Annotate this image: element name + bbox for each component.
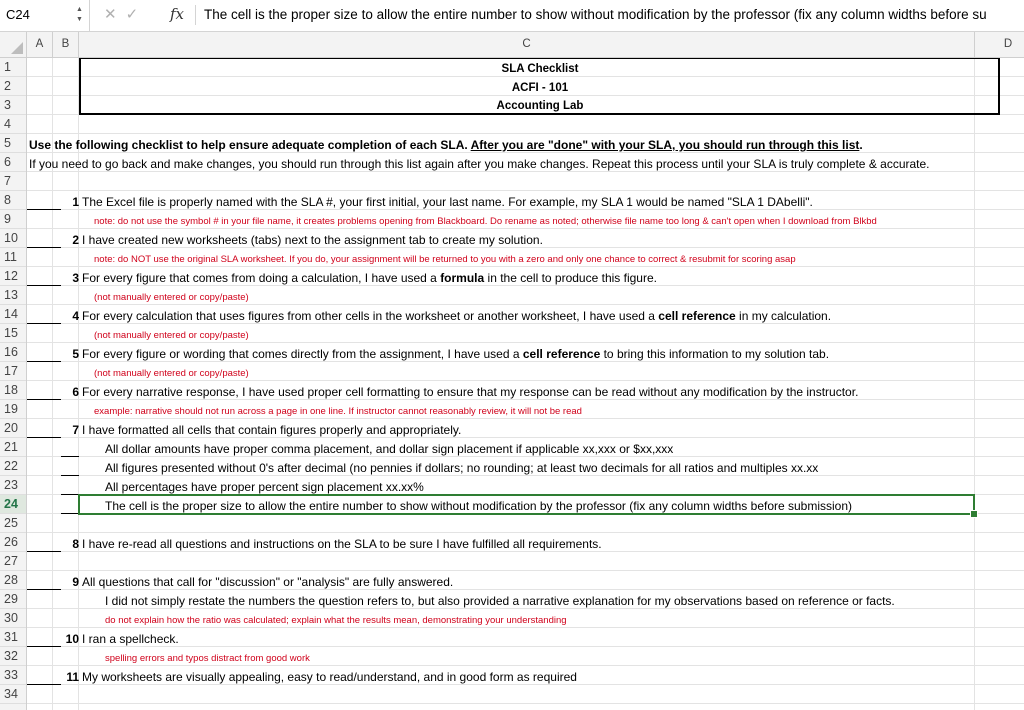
checkbox-line-4[interactable] (27, 323, 61, 324)
row-header[interactable]: 4 (0, 115, 26, 134)
sub-checkbox-line[interactable] (61, 513, 79, 514)
row-header[interactable]: 33 (0, 666, 26, 685)
item-number: 8 (72, 537, 79, 551)
check-icon[interactable]: ✓ (125, 6, 139, 23)
grid-row-line (27, 532, 1024, 533)
row-header[interactable]: 5 (0, 134, 26, 153)
checkbox-line-9[interactable] (27, 589, 61, 590)
row-header-bar (0, 58, 27, 710)
row-header[interactable]: 9 (0, 210, 26, 229)
row-header[interactable]: 6 (0, 153, 26, 172)
column-header-d[interactable]: D (1003, 38, 1013, 50)
row-header[interactable]: 34 (0, 685, 26, 704)
row-header[interactable]: 8 (0, 191, 26, 210)
item-9-note: do not explain how the ratio was calculated; explain what the results mean, demonstrating your understanding (105, 615, 567, 626)
checkbox-line-6[interactable] (27, 399, 61, 400)
row-header[interactable]: 20 (0, 419, 26, 438)
row-header[interactable]: 30 (0, 609, 26, 628)
checkbox-line-10[interactable] (27, 646, 61, 647)
row-header[interactable]: 24 (0, 495, 26, 514)
row-header[interactable]: 17 (0, 362, 26, 381)
item-7-sub-4: The cell is the proper size to allow the entire number to show without modification by the professor (fix any column widths before submission) (105, 499, 853, 513)
formula-bar (0, 0, 1024, 32)
row-header[interactable]: 14 (0, 305, 26, 324)
item-7-sub-1: All dollar amounts have proper comma placement, and dollar sign placement if applicable xx,xxx or $xx,xxx (105, 442, 674, 456)
sub-checkbox-line[interactable] (61, 494, 79, 495)
row-header[interactable]: 32 (0, 647, 26, 666)
item-9-sub: I did not simply restate the numbers the question refers to, but also provided a narrative explanation for my observations based on reference or facts. (105, 594, 895, 608)
name-box[interactable] (0, 0, 90, 31)
row-header[interactable]: 12 (0, 267, 26, 286)
item-2-note: note: do NOT use the original SLA worksheet. If you do, your assignment will be returned to you with a zero and only one chance to correct & resubmit for scoring asap (94, 254, 796, 265)
name-box-value: C24 (6, 7, 30, 22)
item-number: 11 (66, 670, 79, 684)
intro-line-2: If you need to go back and make changes, you should run through this list again after you make changes. Repeat this process until your SLA is truly complete & accurate. (29, 157, 930, 171)
checkbox-line-1[interactable] (27, 209, 61, 210)
select-all-corner[interactable] (0, 32, 27, 57)
item-6-text: For every narrative response, I have used proper cell formatting to ensure that my response can be read without any modification by the instructor. (82, 385, 859, 399)
course-label: ACFI - 101 (511, 82, 569, 94)
formula-separator (195, 5, 196, 25)
item-number: 9 (72, 575, 79, 589)
item-2-text: I have created new worksheets (tabs) next to the assignment tab to create my solution. (82, 233, 543, 247)
item-1-text: The Excel file is properly named with the SLA #, your first initial, your last name. For example, my SLA 1 would be named "SLA 1 DAbelli". (82, 195, 813, 209)
item-6-note: example: narrative should not run across a page in one line. If instructor cannot reasonably review, it will not be read (94, 406, 582, 417)
name-box-stepper-icon[interactable]: ▲ ▼ (76, 6, 83, 23)
checkbox-line-2[interactable] (27, 247, 61, 248)
grid-row-line (27, 190, 1024, 191)
row-header[interactable]: 11 (0, 248, 26, 267)
row-header[interactable]: 19 (0, 400, 26, 419)
intro-line-1: Use the following checklist to help ensure adequate completion of each SLA. After you are "done" with your SLA, you should run through this list. (29, 138, 863, 152)
item-number: 10 (65, 632, 79, 646)
checkbox-line-8[interactable] (27, 551, 61, 552)
row-header[interactable]: 3 (0, 96, 26, 115)
checkbox-line-11[interactable] (27, 684, 61, 685)
row-header[interactable]: 31 (0, 628, 26, 647)
item-10-text: I ran a spellcheck. (82, 632, 179, 646)
item-7-text: I have formatted all cells that contain figures properly and appropriately. (82, 423, 462, 437)
item-9-text: All questions that call for "discussion" or "analysis" are fully answered. (82, 575, 454, 589)
row-header[interactable]: 25 (0, 514, 26, 533)
sheet-grid[interactable] (27, 58, 1024, 710)
grid-row-line (27, 703, 1024, 704)
sub-checkbox-line[interactable] (61, 475, 79, 476)
item-4-text: For every calculation that uses figures from other cells in the worksheet or another worksheet, I have used a cell reference in my calculation. (82, 309, 832, 323)
row-header[interactable]: 27 (0, 552, 26, 571)
column-header-c[interactable]: C (79, 32, 975, 57)
row-header[interactable]: 28 (0, 571, 26, 590)
row-header[interactable]: 10 (0, 229, 26, 248)
row-header[interactable]: 26 (0, 533, 26, 552)
row-header[interactable]: 23 (0, 476, 26, 495)
row-header[interactable]: 7 (0, 172, 26, 191)
row-header[interactable]: 18 (0, 381, 26, 400)
item-8-text: I have re-read all questions and instructions on the SLA to be sure I have fulfilled all requirements. (82, 537, 602, 551)
item-1-note: note: do not use the symbol # in your file name, it creates problems opening from Blackboard. Do rename as noted; otherwise file name too long & can't open when I download from Blkbd (94, 216, 877, 227)
row-header[interactable]: 1 (0, 58, 26, 77)
item-number: 3 (72, 271, 79, 285)
column-header-b[interactable]: B (53, 32, 79, 57)
row-header[interactable]: 13 (0, 286, 26, 305)
formula-input[interactable]: The cell is the proper size to allow the entire number to show without modification by the professor (fix any column widths before su (204, 7, 987, 22)
checkbox-line-5[interactable] (27, 361, 61, 362)
row-header[interactable]: 15 (0, 324, 26, 343)
item-7-sub-2: All figures presented without 0's after decimal (no pennies if dollars; no rounding; at least two decimals for all ratios and multiples xx.xx (105, 461, 819, 475)
item-4-note: (not manually entered or copy/paste) (94, 330, 249, 341)
grid-row-line (27, 570, 1024, 571)
item-number: 6 (72, 385, 79, 399)
row-header[interactable]: 16 (0, 343, 26, 362)
item-11-text: My worksheets are visually appealing, easy to read/understand, and in good form as required (82, 670, 577, 684)
fill-handle[interactable] (970, 510, 978, 518)
item-number: 4 (72, 309, 79, 323)
row-header[interactable]: 29 (0, 590, 26, 609)
item-3-note: (not manually entered or copy/paste) (94, 292, 249, 303)
selected-cell-c24[interactable] (78, 494, 975, 515)
row-header[interactable]: 21 (0, 438, 26, 457)
checkbox-line-7[interactable] (27, 437, 61, 438)
grid-row-line (27, 133, 1024, 134)
sheet-title: SLA Checklist (501, 63, 579, 75)
row-header[interactable]: 22 (0, 457, 26, 476)
item-7-sub-3: All percentages have proper percent sign placement xx.xx% (105, 480, 424, 494)
fx-label[interactable]: fx (170, 5, 185, 23)
row-header[interactable]: 2 (0, 77, 26, 96)
item-3-text: For every figure that comes from doing a calculation, I have used a formula in the cell to produce this figure. (82, 271, 657, 285)
item-number: 1 (72, 195, 79, 209)
x-icon[interactable]: ✕ (104, 6, 117, 23)
item-5-text: For every figure or wording that comes directly from the assignment, I have used a cell reference to bring this information to my solution tab. (82, 347, 830, 361)
lab-label: Accounting Lab (496, 100, 584, 112)
item-5-note: (not manually entered or copy/paste) (94, 368, 249, 379)
column-header-bar (0, 32, 1024, 58)
checkbox-line-3[interactable] (27, 285, 61, 286)
sub-checkbox-line[interactable] (61, 456, 79, 457)
item-10-note: spelling errors and typos distract from good work (105, 653, 310, 664)
column-header-a[interactable]: A (27, 32, 53, 57)
item-number: 2 (72, 233, 79, 247)
item-number: 5 (72, 347, 79, 361)
item-number: 7 (72, 423, 79, 437)
